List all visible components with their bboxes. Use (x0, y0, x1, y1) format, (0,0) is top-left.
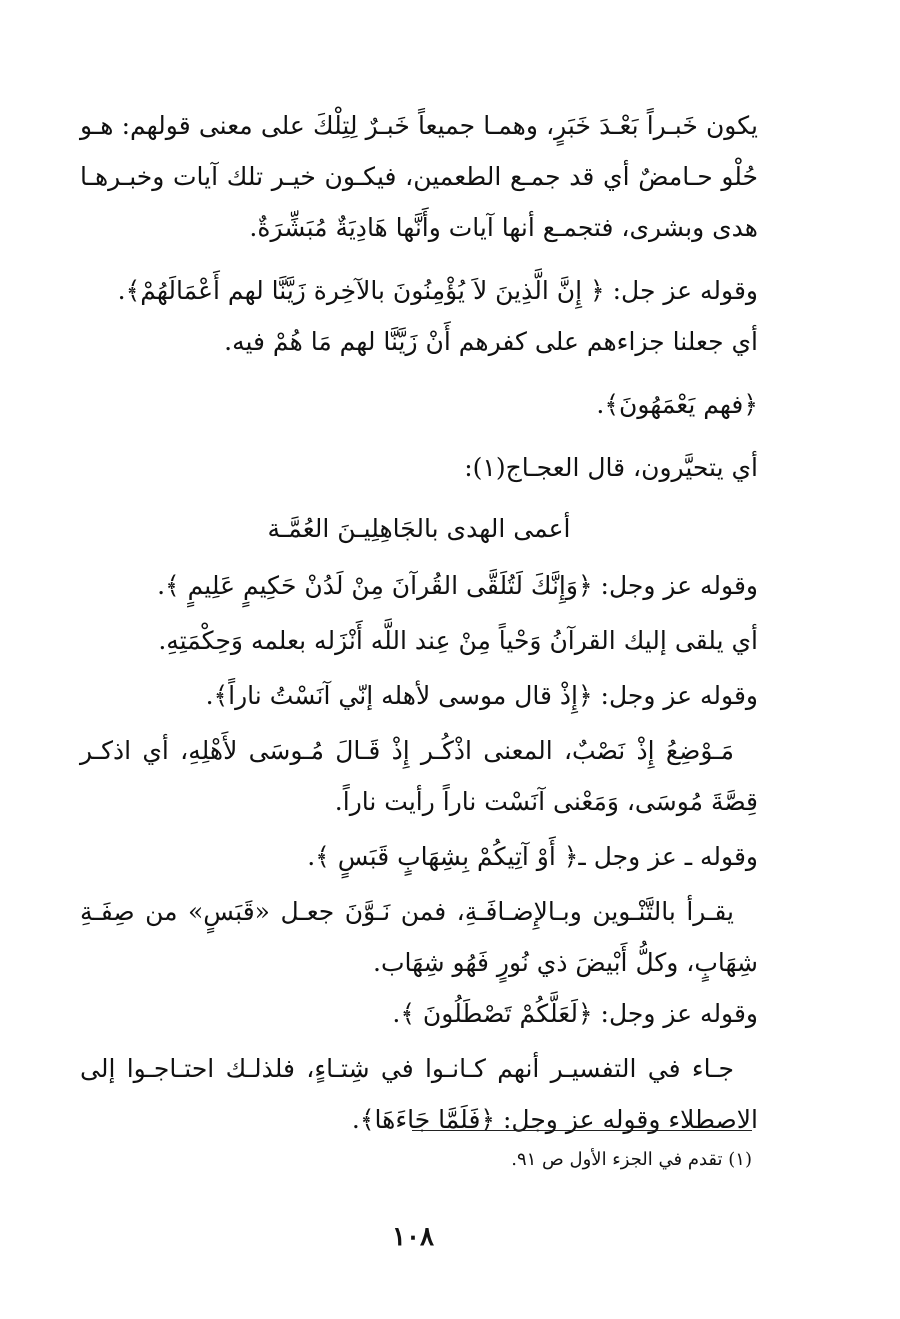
poetry-verse: أعمى الهدى بالجَاهِلِيـنَ العُمَّـة (267, 514, 571, 543)
paragraph-10: مَـوْضِعُ إِذْ نَصْبٌ، المعنى اذْكُـر إِذْ قَـالَ مُـوسَى لأَهْلِهِ، أي اذكـر قِصَّةَ مُوسَى، وَمَعْنى آنَسْت ناراً رأيت ناراً. (80, 736, 758, 816)
paragraph-13: وقوله عز وجل: ﴿لَعَلَّكُمْ تَصْطَلُونَ ﴾. (392, 999, 758, 1028)
paragraph-9: وقوله عز وجل: ﴿إِذْ قال موسى لأهله إنّي آنَسْتُ ناراً﴾. (205, 681, 758, 710)
paragraph-12: يقـرأ بالتَّنْـوين وبـالإِضـافَـةِ، فمن نَـوَّنَ جعـل «قَبَسٍ» من صِفَـةِ شِهَابٍ، وكلُّ أَبْيضَ ذي نُورٍ فَهُو شِهَاب. (80, 897, 758, 977)
paragraph-5: أي يتحيَّرون، قال العجـاج(١): (464, 453, 758, 482)
paragraph-2: وقوله عز جل: ﴿ إِنَّ الَّذِينَ لاَ يُؤْمِنُونَ بالآخِرة زَيَّنَّا لهم أَعْمَالَهُمْ﴾. (117, 276, 758, 305)
paragraph-8: أي يلقى إليك القرآنُ وَحْياً مِنْ عِند اللَّه أَنْزَله بعلمه وَحِكْمَتِهِ. (158, 626, 758, 655)
page-body (80, 100, 758, 1145)
paragraph-4: ﴿فهم يَعْمَهُونَ﴾. (596, 390, 758, 419)
paragraph-14: جـاء في التفسيـر أنهم كـانـوا في شِتـاءٍ، فلذلـك احتـاجـوا إلى الاصطلاء وقوله عز وجل: ﴿فَلَمَّا جَاءَهَا﴾. (80, 1054, 758, 1134)
paragraph-11: وقوله ـ عز وجل ـ﴿ أَوْ آتِيكُمْ بِشِهَابٍ قَبَسٍ ﴾. (307, 842, 758, 871)
paragraph-1: يكون خَبـراً بَعْـدَ خَبَرٍ، وهمـا جميعاً خَبـرٌ لِتِلْكَ على معنى قولهم: هـو حُلْو حـامضٌ أي قد جمـع الطعمين، فيكـون خيـر تلك آيات وخبـرهـا هدى وبشرى، فتجمـع أنها آيات وأَنَّها هَادِيَةٌ مُبَشِّرَةٌ. (80, 111, 758, 242)
paragraph-3: أي جعلنا جزاءهم على كفرهم أَنْ زَيَّنَّا لهم مَا هُمْ فيه. (224, 327, 758, 356)
footnote: (١) تقدم في الجزء الأول ص ٩١. (511, 1149, 752, 1170)
page-number: ١٠٨ (392, 1222, 434, 1252)
footnote-divider (412, 1130, 752, 1131)
paragraph-7: وقوله عز وجل: ﴿وَإِنَّكَ لَتُلَقَّى القُرآنَ مِنْ لَدُنْ حَكِيمٍ عَلِيمٍ ﴾. (157, 571, 758, 600)
